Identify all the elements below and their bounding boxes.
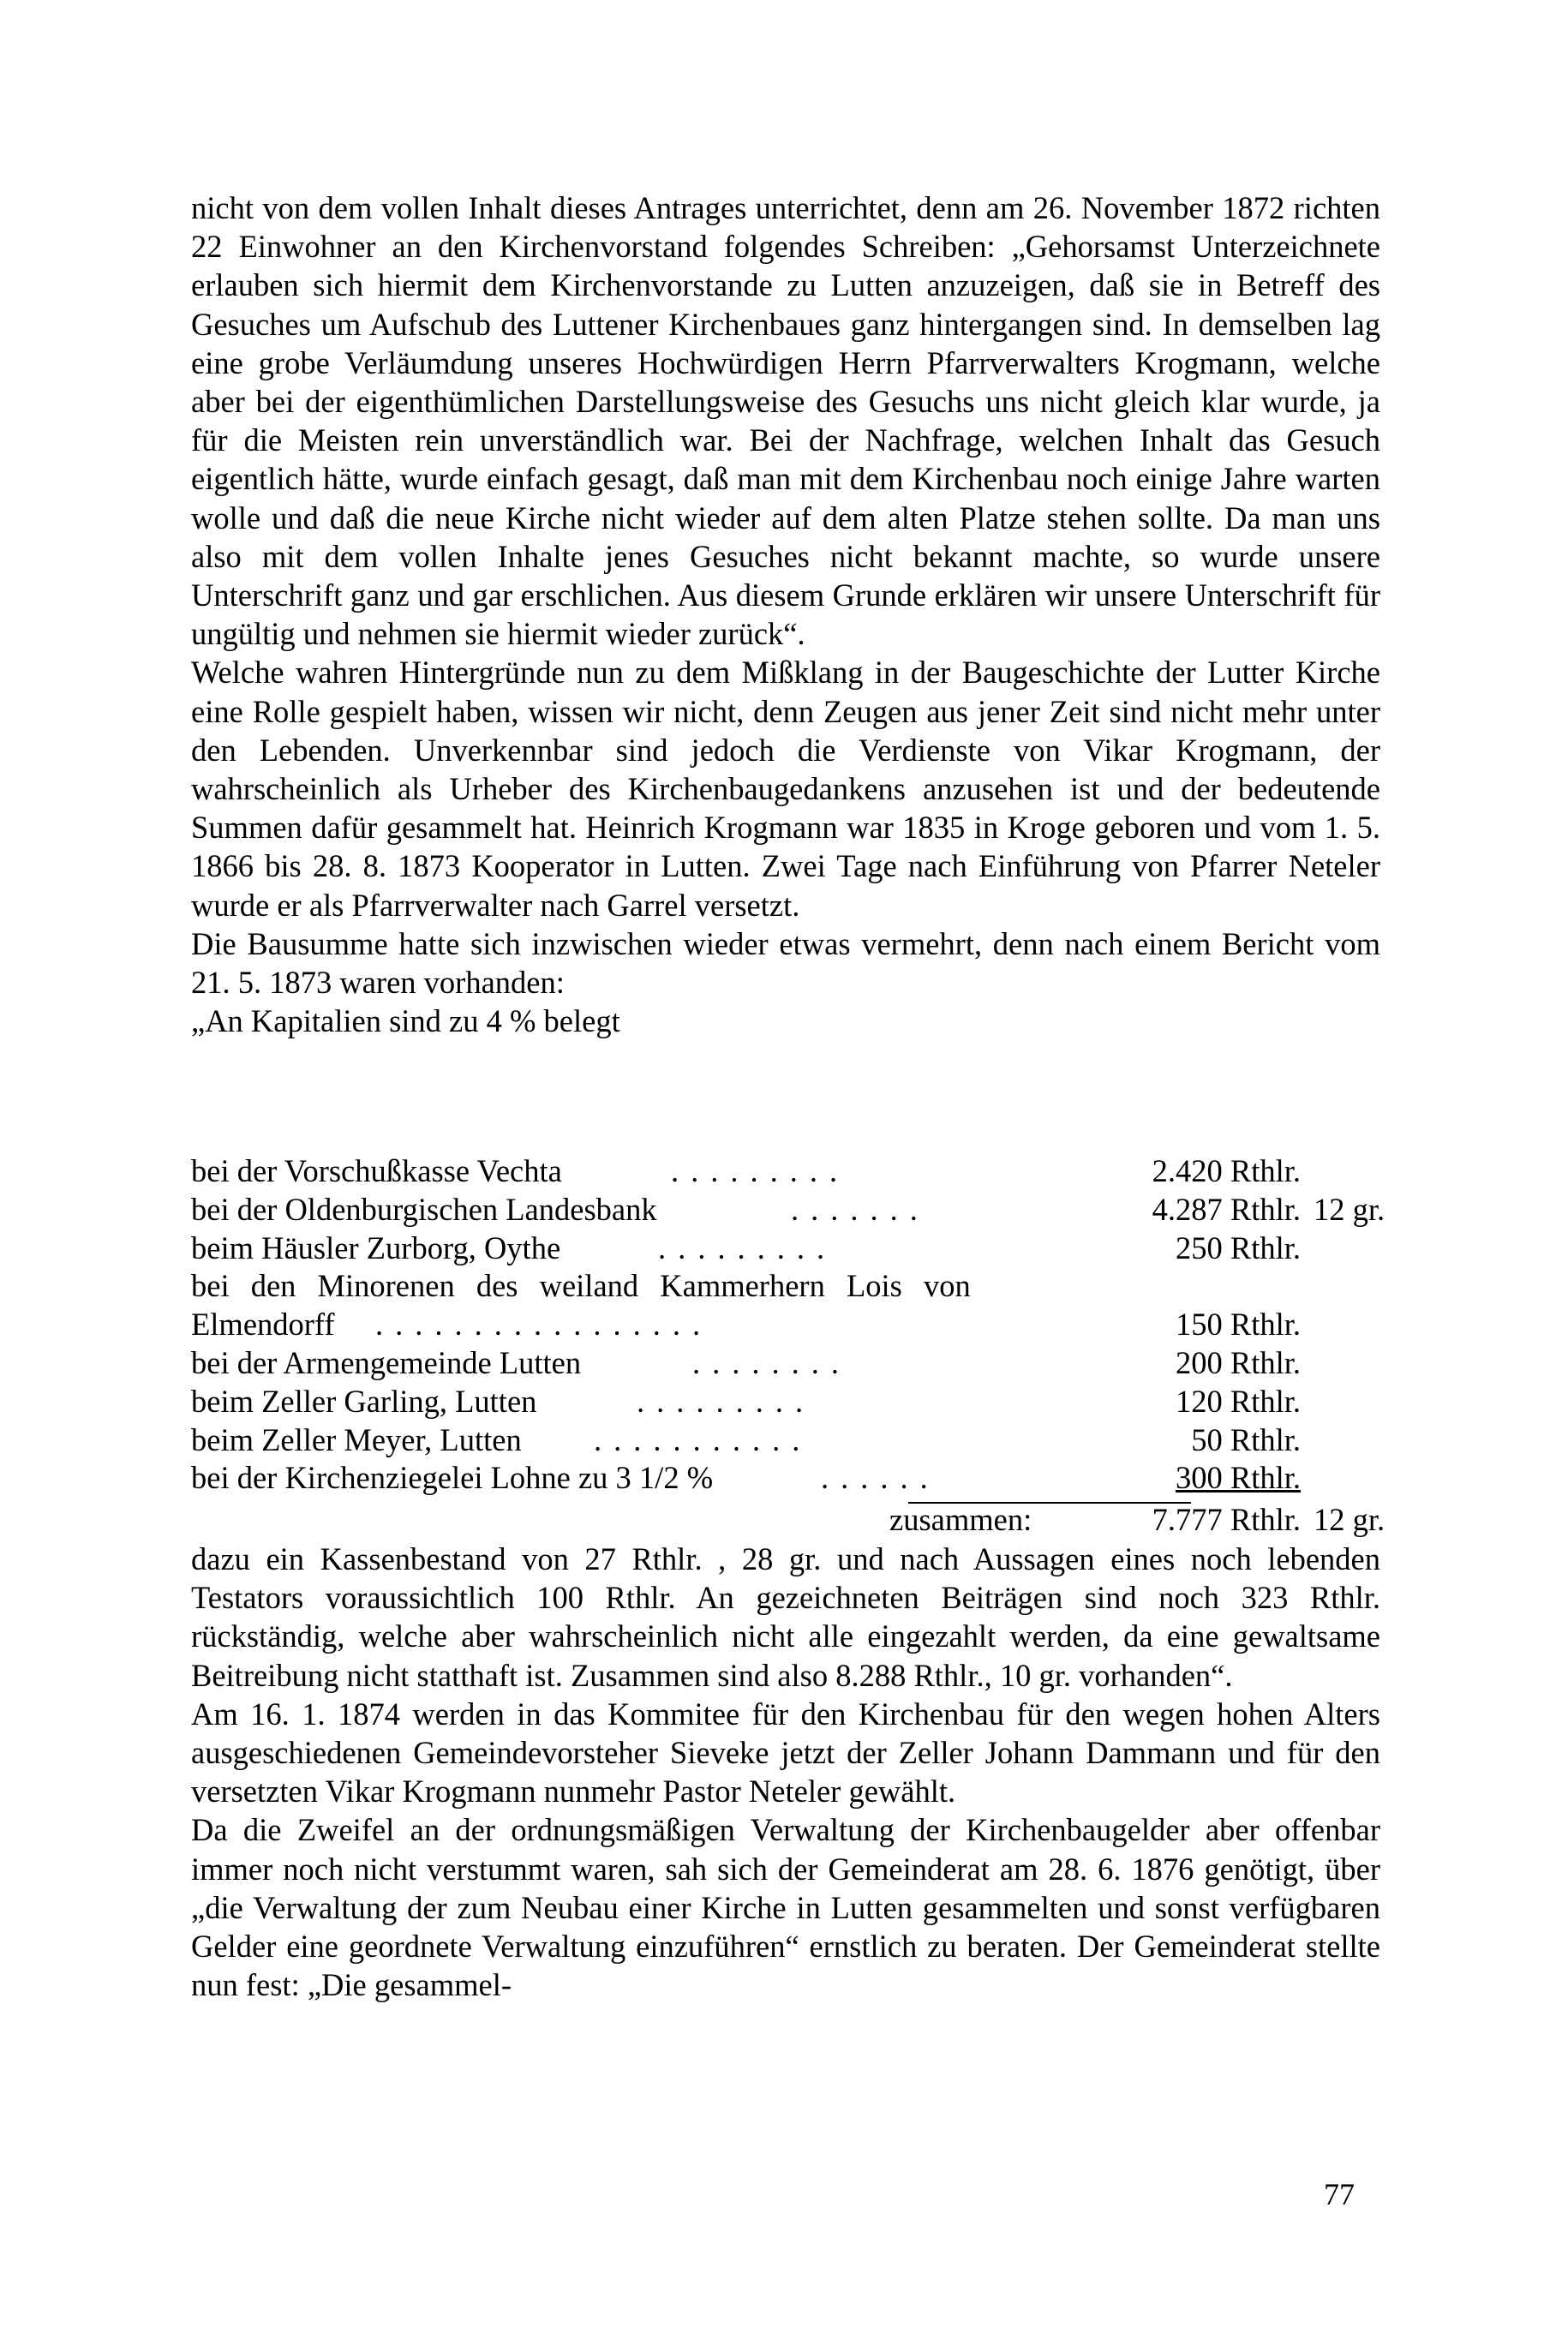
ledger-label: bei der Vorschußkasse Vechta — [191, 1153, 562, 1188]
paragraph-1: nicht von dem vollen Inhalt dieses Antrages unterrichtet, denn am 26. November 1872 richten 22 Einwohner an den Kirchenvorstand folgendes Schreiben: „Gehorsamst Unterzeichnete erlauben sich hiermit dem Kirchenvorstande zu Lutten anzuzeigen, daß sie in Betreff des Gesuches um Aufschub des Luttener Kirchenbaues ganz hintergangen sind. In demselben lag eine grobe Verläumdung unseres Hochwürdigen Herrn Pfarrverwalters Krogmann, welche aber bei der eigenthümlichen Darstellungsweise des Gesuchs uns nicht gleich klar wurde, ja für die Meisten rein unverständlich war. Bei der Nachfrage, welchen Inhalt das Gesuch eigentlich hätte, wurde einfach gesagt, daß man mit dem Kirchenbau noch einige Jahre warten wolle und daß die neue Kirche nicht wieder auf dem alten Platze stehen sollte. Da man uns also mit dem vollen Inhalte jenes Gesuches nicht bekannt machte, so wurde unsere Unterschrift ganz und gar erschlichen. Aus diesem Grunde erklären wir unsere Unterschrift für ungültig und nehmen sie hiermit wieder zurück“. — [191, 190, 1380, 652]
total-amount: 7.777 Rthlr. — [1152, 1502, 1301, 1538]
ledger-label: beim Häusler Zurborg, Oythe — [191, 1229, 561, 1265]
ledger-row — [191, 1229, 1382, 1268]
leader-dots: ......... — [658, 1229, 837, 1265]
ledger-row — [191, 1421, 1382, 1460]
ledger-row — [191, 1267, 1382, 1306]
total-extra: 12 gr. — [1314, 1502, 1385, 1538]
paragraph-5: dazu ein Kassenbestand von 27 Rthlr. , 28 gr. und nach Aussagen eines noch lebenden Testators voraussichtlich 100 Rthlr. An gezeichneten Beiträgen sind noch 323 Rthlr. rückständig, welche aber wahrscheinlich nicht alle eingezahlt werden, da eine gewaltsame Beitreibung nicht statthaft ist. Zusammen sind also 8.288 Rthlr., 10 gr. vorhanden“. — [191, 1541, 1380, 1693]
leader-dots: ......... — [637, 1383, 816, 1419]
ledger-label: bei den Minorenen des weiland Kammerhern Lois von — [191, 1268, 971, 1304]
leader-dots: ........ — [692, 1344, 851, 1380]
ledger-row — [191, 1191, 1385, 1229]
sum-rule — [908, 1502, 1191, 1504]
ledger-label: bei der Armengemeinde Lutten — [191, 1344, 582, 1380]
ledger-amount: 120 Rthlr. — [1175, 1383, 1301, 1419]
ledger-amount: 2.420 Rthlr. — [1152, 1153, 1301, 1188]
ledger-amount: 4.287 Rthlr. — [1152, 1191, 1301, 1227]
ledger-row — [191, 1152, 1382, 1191]
ledger-label: bei der Oldenburgischen Landesbank — [191, 1191, 657, 1227]
capital-ledger — [191, 1152, 1385, 1540]
ledger-row — [191, 1344, 1382, 1383]
ledger-label: beim Zeller Garling, Lutten — [191, 1383, 537, 1419]
ledger-total-row — [191, 1501, 1385, 1540]
ledger-row — [191, 1306, 1382, 1344]
paragraph-2: Welche wahren Hintergründe nun zu dem Mißklang in der Baugeschichte der Lutter Kirche eine Rolle gespielt haben, wissen wir nicht, denn Zeugen aus jener Zeit sind nicht mehr unter den Lebenden. Unverkennbar sind jedoch die Verdienste von Vikar Krogmann, der wahrscheinlich als Urheber des Kirchenbaugedankens anzusehen ist und der bedeutende Summen dafür gesammelt hat. Heinrich Krogmann war 1835 in Kroge geboren und vom 1. 5. 1866 bis 28. 8. 1873 Kooperator in Lutten. Zwei Tage nach Einführung von Pfarrer Neteler wurde er als Pfarrverwalter nach Garrel versetzt. — [191, 655, 1380, 923]
ledger-amount: 150 Rthlr. — [1175, 1307, 1301, 1343]
ledger-row — [191, 1459, 1382, 1498]
body-text-bottom — [191, 1540, 1380, 2004]
ledger-amount: 200 Rthlr. — [1175, 1344, 1301, 1380]
ledger-row — [191, 1383, 1382, 1421]
page-number: 77 — [1324, 2177, 1355, 2211]
leader-dots: ...... — [821, 1460, 940, 1496]
paragraph-6: Am 16. 1. 1874 werden in das Kommitee für den Kirchenbau für den wegen hohen Alters ausgeschiedenen Gemeindevorsteher Sieveke jetzt der Zeller Johann Dammann und für den versetzten Vikar Krogmann nunmehr Pastor Neteler gewählt. — [191, 1696, 1380, 1810]
paragraph-4: „An Kapitalien sind zu 4 % belegt — [191, 1003, 620, 1039]
leader-dots: ......... — [671, 1153, 850, 1188]
leader-dots: ........... — [594, 1421, 812, 1457]
ledger-amount: 300 Rthlr. — [1175, 1460, 1301, 1496]
ledger-label: bei der Kirchenziegelei Lohne zu 3 1/2 % — [191, 1460, 714, 1496]
leader-dots: ................. — [375, 1307, 713, 1343]
total-label: zusammen: — [889, 1502, 1032, 1538]
ledger-amount: 250 Rthlr. — [1175, 1229, 1301, 1265]
ledger-extra: 12 gr. — [1314, 1191, 1385, 1227]
ledger-label: beim Zeller Meyer, Lutten — [191, 1421, 522, 1457]
ledger-amount: 50 Rthlr. — [1191, 1421, 1301, 1457]
body-text-top — [191, 188, 1380, 1040]
leader-dots: ....... — [791, 1191, 930, 1227]
paragraph-3: Die Bausumme hatte sich inzwischen wieder etwas vermehrt, denn nach einem Bericht vom 21. 5. 1873 waren vorhanden: — [191, 925, 1380, 1001]
ledger-label: Elmendorff — [191, 1307, 335, 1343]
paragraph-7: Da die Zweifel an der ordnungsmäßigen Verwaltung der Kirchenbaugelder aber offenbar immer noch nicht verstummt waren, sah sich der Gemeinderat am 28. 6. 1876 genötigt, über „die Verwaltung der zum Neubau einer Kirche in Lutten gesammelten und sonst verfügbaren Gelder eine geordnete Verwaltung einzuführen“ ernstlich zu beraten. Der Gemeinderat stellte nun fest: „Die gesammel- — [191, 1812, 1380, 2003]
